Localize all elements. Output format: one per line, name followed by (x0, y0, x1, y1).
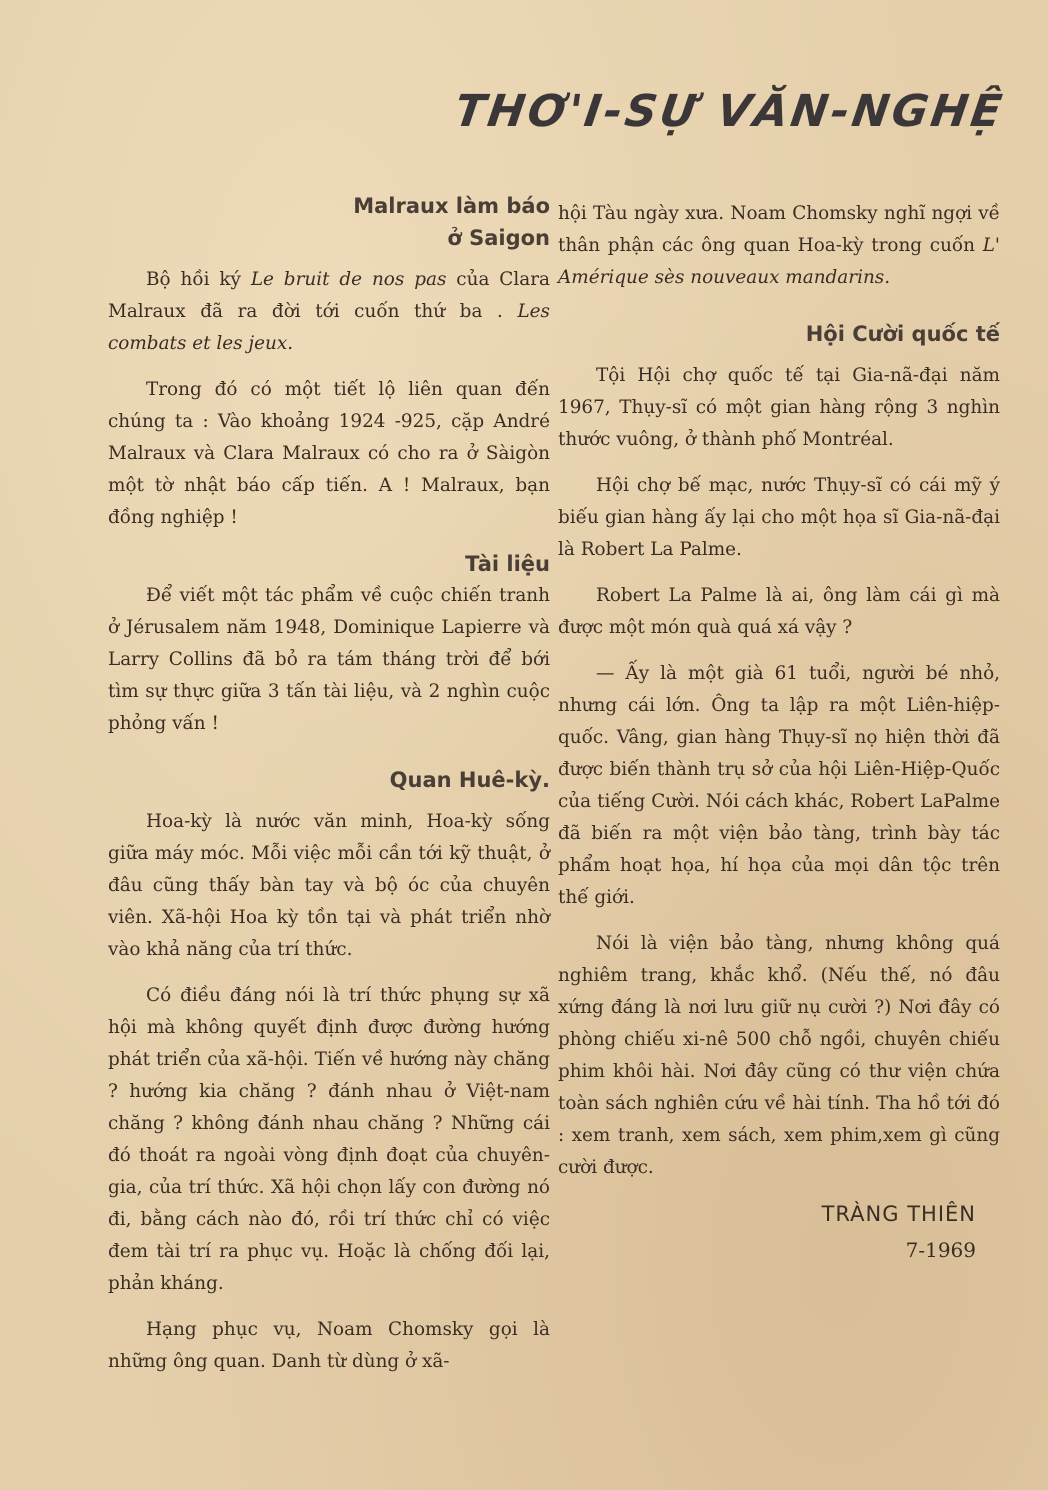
heading-tai-lieu: Tài liệu (465, 552, 550, 576)
paragraph-quan-3: Hạng phục vụ, Noam Chomsky gọi là những ông quan. Danh từ dùng ở xã- (108, 1319, 550, 1372)
right-column (558, 198, 1000, 1266)
paragraph-hoi-cuoi-4: — Ấy là một già 61 tuổi, người bé nhỏ, nhưng cái lớn. Ông ta lập ra một Liên-hiệp-quốc. Vâng, gian hàng Thụy-sĩ nọ hiện thời đã được biến thành trụ sở của hội Liên-Hiệp-Quốc của tiếng Cười. Nói cách khác, Robert LaPalme đã biến ra một viện bảo tàng, trình bày tác phẩm hoạt họa, hí họa của mọi dân tộc trên thế giới. (558, 663, 1000, 908)
paragraph-hoi-cuoi-2: Hội chợ bế mạc, nước Thụy-sĩ có cái mỹ ý biếu gian hàng ấy lại cho một họa sĩ Gia-nã-đại là Robert La Palme. (558, 475, 1000, 560)
heading-hoi-cuoi: Hội Cười quốc tế (805, 322, 1000, 346)
paragraph-quan-1: Hoa-kỳ là nước văn minh, Hoa-kỳ sống giữa máy móc. Mỗi việc mỗi cần tới kỹ thuật, ở đâu cũng thấy bàn tay và bộ óc của chuyên viên. Xã-hội Hoa kỳ tồn tại và phát triển nhờ vào khả năng của trí thức. (108, 811, 550, 960)
paragraph-quan-2: Có điều đáng nói là trí thức phụng sự xã hội mà không quyết định được đường hướng phát triển của xã-hội. Tiến về hướng này chăng ? hướng kia chăng ? đánh nhau ở Việt-nam chăng ? không đánh nhau chăng ? Những cái đó thoát ra ngoài vòng định đoạt của chuyên-gia, của trí thức. Xã hội chọn lấy con đường nó đi, bằng cách nào đó, rồi trí thức chỉ có việc đem tài trí ra phục vụ. Hoặc là chống đối lại, phản kháng. (108, 985, 550, 1294)
paragraph-hoi-cuoi-3: Robert La Palme là ai, ông làm cái gì mà được một món quà quá xá vậy ? (558, 585, 1000, 638)
author-signature: TRÀNG THIÊN (821, 1202, 976, 1226)
paragraph-hoi-cuoi-1: Tội Hội chợ quốc tế tại Gia-nã-đại năm 1967, Thụy-sĩ có một gian hàng rộng 3 nghìn thước vuông, ở thành phố Montréal. (558, 365, 1000, 450)
paragraph-tai-lieu: Để viết một tác phẩm về cuộc chiến tranh ở Jérusalem năm 1948, Dominique Lapierre và Larry Collins đã bỏ ra tám tháng trời để bới tìm sự thực giữa 3 tấn tài liệu, và 2 nghìn cuộc phỏng vấn ! (108, 585, 550, 734)
article-date: 7-1969 (905, 1238, 976, 1262)
masthead-title: THƠ'I-SỰ VĂN-NGHỆ (451, 86, 1008, 137)
paragraph-continued: hội Tàu ngày xưa. Noam Chomsky nghĩ ngợi về thân phận các ông quan Hoa-kỳ trong cuốn L' Amérique sès nouveaux mandarins. (558, 203, 1000, 288)
heading-malraux: Malraux làm báo ở Saigon (353, 194, 550, 250)
paragraph-hoi-cuoi-5: Nói là viện bảo tàng, nhưng không quá nghiêm trang, khắc khổ. (Nếu thế, nó đâu xứng đáng là nơi lưu giữ nụ cười ?) Nơi đây có phòng chiếu xi-nê 500 chỗ ngồi, chuyên chiếu phim khôi hài. Nơi đây cũng có thư viện chứa toàn sách nghiên cứu về hài tính. Tha hồ tới đó : xem tranh, xem sách, xem phim,xem gì cũng cười được. (558, 933, 1000, 1178)
left-column (108, 190, 550, 1392)
paragraph-malraux-1: Bộ hồi ký Le bruit de nos pas của Clara Malraux đã ra đời tới cuốn thứ ba . Les combats et les jeux. (108, 269, 550, 354)
paragraph-malraux-2: Trong đó có một tiết lộ liên quan đến chúng ta : Vào khoảng 1924 -925, cặp André Malraux và Clara Malraux có cho ra ở Sàigòn một tờ nhật báo cấp tiến. A ! Malraux, bạn đồng nghiệp ! (108, 379, 550, 528)
heading-quan-hue-ky: Quan Huê-kỳ. (389, 768, 550, 792)
